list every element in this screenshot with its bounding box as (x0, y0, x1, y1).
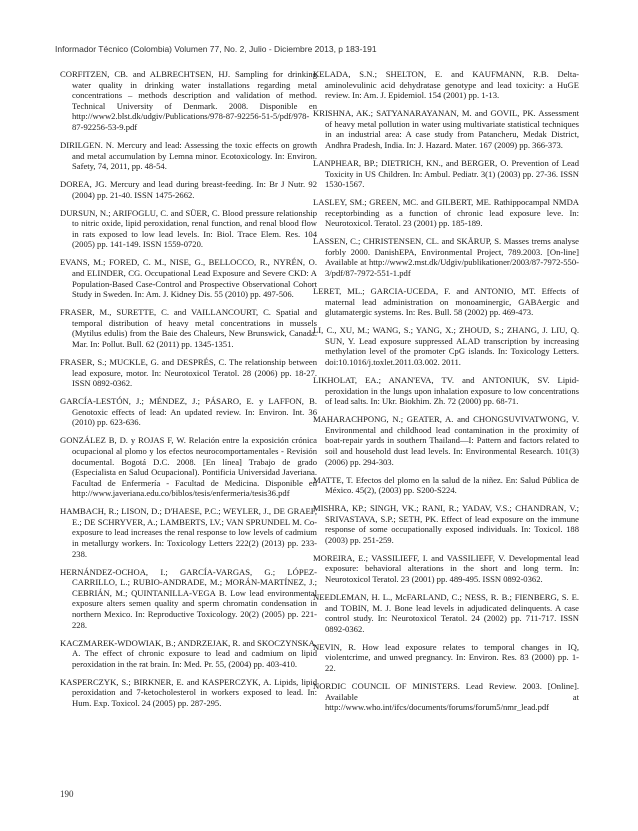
reference-entry: LASLEY, SM.; GREEN, MC. and GILBERT, ME. Rathippocampal NMDA receptorbinding as a function of chronic lead exposure leve. In: Neurotoxicol. Teratol. 23 (2001) pp. 185-189. (313, 197, 579, 229)
reference-entry: DIRILGEN. N. Mercury and lead: Assessing the toxic effects on growth and metal accumulation by Lemna minor. Ecotoxicology. In: Environ. Safety, 74, 2011, pp. 48-54. (60, 139, 317, 172)
reference-entry: FRASER, M., SURETTE, C. and VAILLANCOURT, C. Spatial and temporal distribution of heavy metal concentrations in mussels (Mytilus edulis) from the Baie des Chaleurs, New Brunswick, Canada. Mar. In: Pollut. Bull. 62 (2011) pp. 1345-1351. (60, 307, 317, 350)
reference-entry: NEVIN, R. How lead exposure relates to temporal changes in IQ, violentcrime, and unwed pregnancy. In: Environ. Res. 83 (2000) pp. 1-22. (313, 641, 579, 673)
reference-entry: KASPERCZYK, S.; BIRKNER, E. and KASPERCZYK, A. Lipids, lipid peroxidation and 7-ketocholesterol in workers exposed to lead. In: Hum. Exp. Toxicol. 24 (2005) pp. 287-295. (60, 676, 317, 708)
reference-entry: LANPHEAR, BP.; DIETRICH, KN., and BERGER, O. Prevention of Lead Toxicity in US Children. In: Ambul. Pediatr. 3(1) (2003) pp. 27-36. ISSN 1530-1567. (313, 157, 579, 190)
reference-entry: KACZMAREK-WDOWIAK, B.; ANDRZEJAK, R. and SKOCZYNSKA, A. The effect of chronic exposure to lead and cadmium on lipid peroxidation in the rat brain. In: Med. Pr. 55, (2004) pp. 403-410. (60, 637, 317, 669)
reference-entry: LI, C., XU, M.; WANG, S.; YANG, X.; ZHOUD, S.; ZHANG, J. LIU, Q. SUN, Y. Lead exposure suppressed ALAD transcription by increasing methylation level of the promoter CpG islands. In: Toxicology Letters. doi:10.1016/j.toxlet.2011.03.002. 2011. (313, 325, 579, 367)
reference-entry: EVANS, M.; FORED, C. M., NISE, G., BELLOCCO, R., NYRÉN, O. and ELINDER, CG. Occupational Lead Exposure and Severe CKD: A Population-Based Case-Control and Prospective Observational Cohort Study in Sweden. In: Am. J. Kidney Dis. 55 (2010) pp. 497-506. (60, 257, 317, 300)
reference-entry: DOREA, JG. Mercury and lead during breast-feeding. In: Br J Nutr. 92 (2004) pp. 21-40. ISSN 1475-2662. (60, 179, 317, 200)
reference-entry: HAMBACH, R.; LISON, D.; D'HAESE, P.C.; WEYLER, J., DE GRAEF, E.; DE SCHRYVER, A.; LAMBERTS, LV.; VAN SPRUNDEL M. Co-exposure to lead increases the renal response to low levels of cadmium in metallurgy workers. In: Toxicology Letters 222(2) (2013) pp. 233-238. (60, 506, 317, 559)
reference-entry: GONZÁLEZ B, D. y ROJAS F, W. Relación entre la exposición crónica ocupacional al plomo y los efectos neurocomportamentales - Revisión documental. Bogotá D.C. 2008. [En línea] Trabajo de grado (Especialista en Salud Ocupacional). Pontificia Universidad Javeriana. Facultad de Enfermería - Facultad de Medicina. Disponible en http://www.javeriana.edu.co/biblos/tesis/enfermeria/tesis36.pdf (60, 435, 317, 499)
reference-entry: HERNÁNDEZ-OCHOA, I.; GARCÍA-VARGAS, G.; LÓPEZ-CARRILLO, L.; RUBIO-ANDRADE, M.; MORÁN-MARTÍNEZ, J.; CEBRIÁN, M.; QUINTANILLA-VEGA B. Low lead environmental exposure alters semen quality and sperm chromatin condensation in northern Mexico. In: Reproductive Toxicology. 20(2) (2005) pp. 221-228. (60, 566, 317, 630)
references-left-column (60, 69, 317, 716)
reference-entry: CORFITZEN, CB. and ALBRECHTSEN, HJ. Sampling for drinking water quality in drinking water installations regarding metal concentrations – methods description and validation of method. Technical University of Denmark. 2008. Disponible en http://www2.blst.dk/udgiv/Publications/978-87-92256-51-5/pdf/978-87-92256-53-9.pdf (60, 69, 317, 132)
reference-entry: MOREIRA, E.; VASSILIEFF, I. and VASSILIEFF, V. Developmental lead exposure: behavioral alterations in the short and long term. In: Neurotoxicol Teratol. 23 (2001) pp. 489-495. ISSN 0892-0362. (313, 552, 579, 585)
reference-entry: LIKHOLAT, EA.; ANAN'EVA, TV. and ANTONIUK, SV. Lipid-peroxidation in the lungs upon inhalation exposure to low concentrations of lead salts. In: Ukr. Biokhim. Zh. 72 (2000) pp. 68-71. (313, 374, 579, 407)
reference-entry: KELADA, S.N.; SHELTON, E. and KAUFMANN, R.B. Delta-aminolevulinic acid dehydratase genotype and lead toxicity: a HuGE review. In: Am. J. Epidemiol. 154 (2001) pp. 1-13. (313, 69, 579, 101)
page-number: 190 (60, 789, 74, 799)
reference-entry: FRASER, S.; MUCKLE, G. and DESPRÉS, C. The relationship between lead exposure, motor. In: Neurotoxicol Teratol. 28 (2006) pp. 18-27. ISSN 0892-0362. (60, 357, 317, 389)
reference-entry: MISHRA, KP.; SINGH, VK.; RANI, R.; YADAV, V.S.; CHANDRAN, V.; SRIVASTAVA, S.P.; SETH, PK. Effect of lead exposure on the immune response of some occupationally exposed individuals. In: Toxicol. 188 (2003) pp. 251-259. (313, 503, 579, 545)
reference-entry: DURSUN, N.; ARIFOGLU, C. and SÜER, C. Blood pressure relationship to nitric oxide, lipid peroxidation, renal function, and renal blood flow in rats exposed to low lead levels. In: Biol. Trace Elem. Res. 104 (2005) pp. 141-149. ISSN 1559-0720. (60, 207, 317, 250)
reference-entry: NORDIC COUNCIL OF MINISTERS. Lead Review. 2003. [Online]. Available at http://www.who.int/ifcs/documents/forums/forum5/nmr_lead.pdf (313, 680, 579, 713)
reference-entry: KRISHNA, AK.; SATYANARAYANAN, M. and GOVIL, PK. Assessment of heavy metal pollution in water using multivariate statistical techniques in an industrial area: A case study from Patancheru, Medak District, Andhra Pradesh, India. In: J. Hazard. Mater. 167 (2009) pp. 366-373. (313, 108, 579, 150)
running-head: Informador Técnico (Colombia) Volumen 77, No. 2, Julio - Diciembre 2013, p 183-191 (55, 44, 377, 54)
reference-entry: LASSEN, C.; CHRISTENSEN, CL. and SKÅRUP, S. Masses trems analyse forbly 2000. DanishEPA, Environmental Project, 789.2003. [On-line] Available at http://www2.mst.dk/Udgiv/publikationer/2003/87-7972-550-3/pdf/87-7972-551-1.pdf (313, 236, 579, 279)
reference-entry: MATTE, T. Efectos del plomo en la salud de la niñez. En: Salud Pública de México. 45(2), (2003) pp. S200-S224. (313, 474, 579, 496)
reference-entry: GARCÍA-LESTÓN, J.; MÉNDEZ, J.; PÁSARO, E. y LAFFON, B. Genotoxic effects of lead: An updated review. In: Environ. Int. 36 (2010) pp. 623-636. (60, 396, 317, 428)
reference-entry: NEEDLEMAN, H. L., McFARLAND, C.; NESS, R. B.; FIENBERG, S. E. and TOBIN, M. J. Bone lead levels in adjudicated delinquents. A case control study. In: Neurotoxicol Teratol. 24 (2002) pp. 711-717. ISSN 0892-0362. (313, 592, 579, 634)
reference-entry: MAHARACHPONG, N.; GEATER, A. and CHONGSUVIVATWONG, V. Environmental and childhood lead contamination in the proximity of boat-repair yards in southern Thailand—I: Pattern and factors related to soil and household dust lead levels. In: Environmental Research. 101(3) (2006) pp. 294-303. (313, 414, 579, 467)
references-right-column (313, 69, 579, 720)
reference-entry: LERET, ML.; GARCIA-UCEDA, F. and ANTONIO, MT. Effects of maternal lead administration on monoaminergic, GABAergic and glutamatergic systems. In: Res. Bull. 58 (2002) pp. 469-473. (313, 286, 579, 318)
